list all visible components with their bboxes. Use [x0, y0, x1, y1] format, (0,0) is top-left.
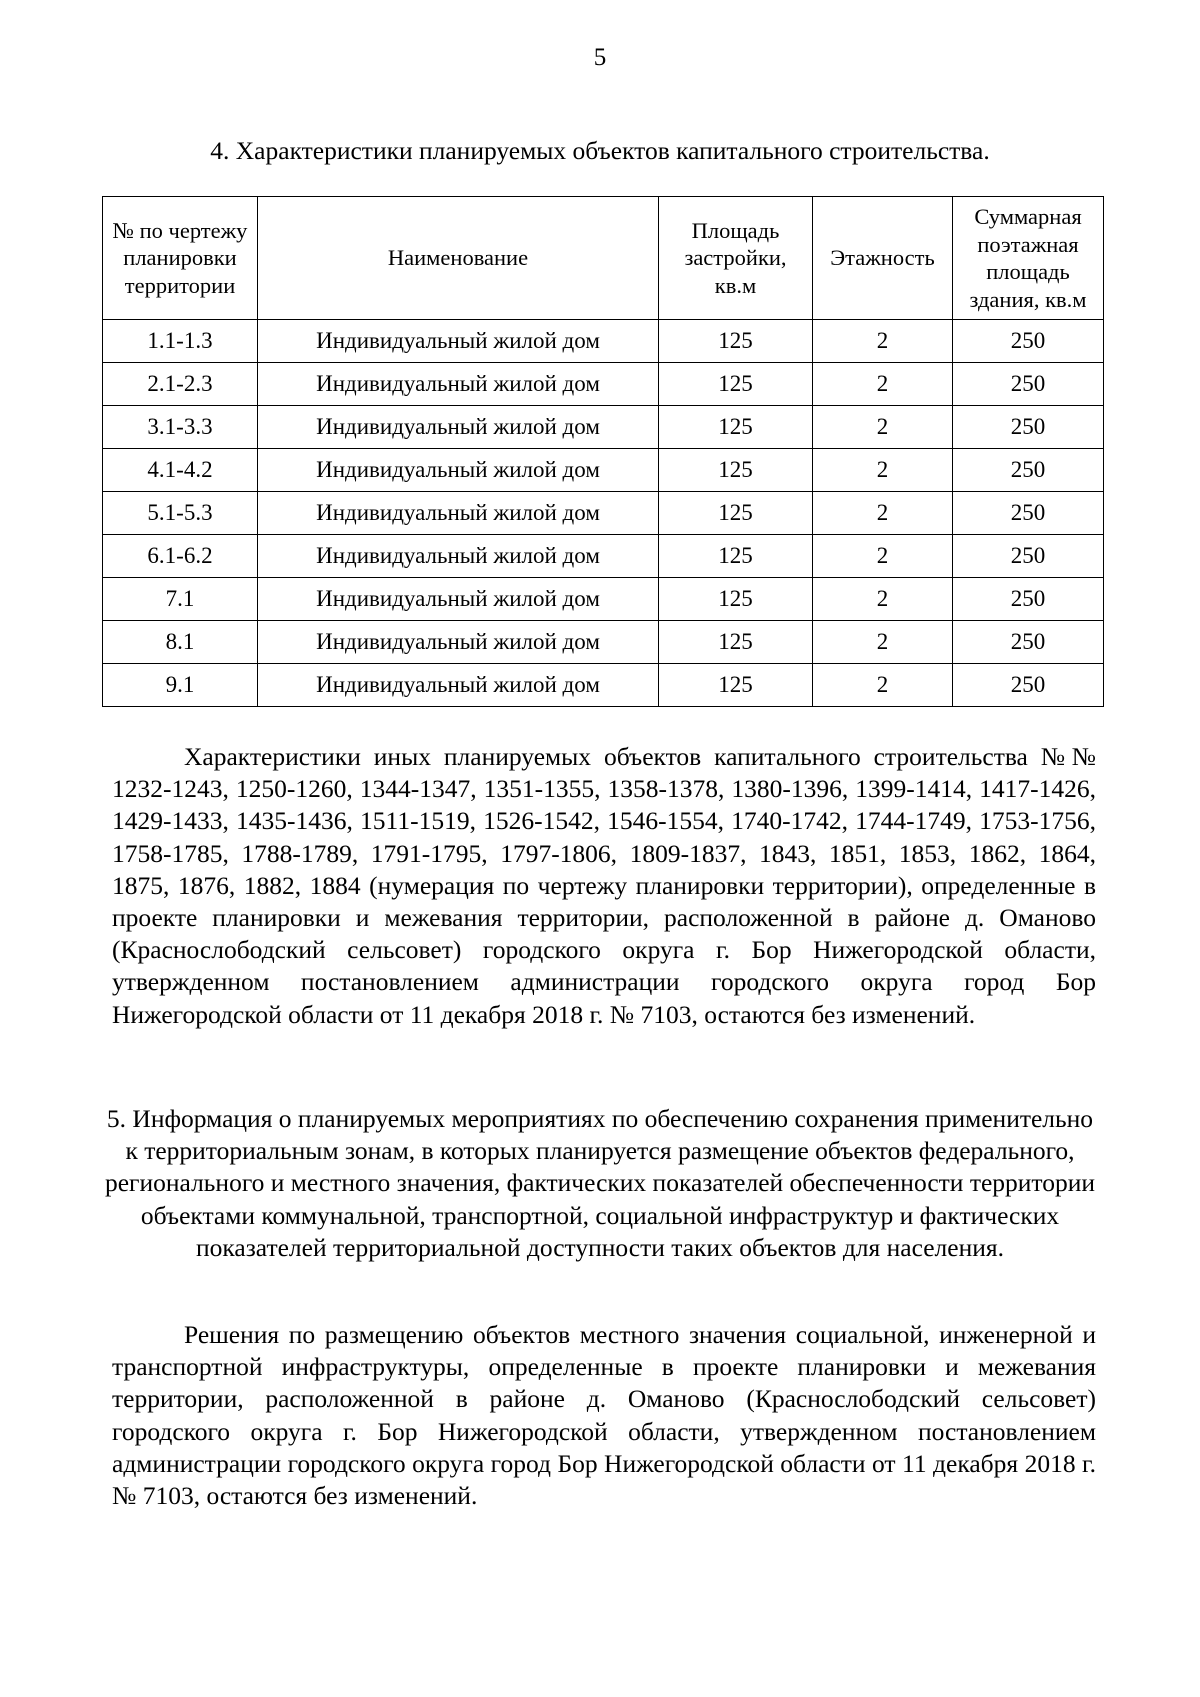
cell-floors: 2 [813, 320, 953, 363]
table-row [103, 449, 1104, 492]
cell-area: 125 [659, 578, 813, 621]
cell-floors: 2 [813, 578, 953, 621]
section-5-title: 5. Информация о планируемых мероприятиях по обеспечению сохранения применительно к территориальным зонам, в которых планируется размещение объектов федерального, регионального и местного значения, фактических показателей обеспеченности территории объектами коммунальной, транспортной, социальной инфраструктур и фактических показателей территориальной доступности таких объектов для населения. [104, 1104, 1096, 1262]
table-row [103, 320, 1104, 363]
cell-total-area: 250 [953, 492, 1104, 535]
cell-area: 125 [659, 492, 813, 535]
cell-name: Индивидуальный жилой дом [258, 578, 659, 621]
header-name: Наименование [258, 197, 659, 320]
cell-total-area: 250 [953, 449, 1104, 492]
cell-name: Индивидуальный жилой дом [258, 535, 659, 578]
cell-total-area: 250 [953, 621, 1104, 664]
cell-total-area: 250 [953, 578, 1104, 621]
table-row [103, 363, 1104, 406]
page-number: 5 [593, 44, 607, 71]
cell-number: 2.1-2.3 [103, 363, 258, 406]
cell-floors: 2 [813, 363, 953, 406]
cell-number: 5.1-5.3 [103, 492, 258, 535]
cell-floors: 2 [813, 449, 953, 492]
cell-area: 125 [659, 363, 813, 406]
cell-name: Индивидуальный жилой дом [258, 320, 659, 363]
table-header-row [103, 197, 1104, 320]
header-total-floor-area: Суммарная поэтажная площадь здания, кв.м [953, 197, 1104, 320]
cell-total-area: 250 [953, 664, 1104, 707]
table-row [103, 664, 1104, 707]
section-5-paragraph-text: Решения по размещению объектов местного значения социальной, инженерной и транспортной инфраструктуры, определенные в проекте планировки и межевания территории, расположенной в районе д. Оманово (Краснослободский сельсовет) городского округа г. Бор Нижегородской области, утвержденном постановлением администрации городского округа город Бор Нижегородской области от 11 декабря 2018 г. № 7103, остаются без изменений. [112, 1320, 1096, 1511]
cell-number: 9.1 [103, 664, 258, 707]
cell-area: 125 [659, 449, 813, 492]
table-row [103, 621, 1104, 664]
cell-total-area: 250 [953, 320, 1104, 363]
cell-number: 7.1 [103, 578, 258, 621]
section-4-title: 4. Характеристики планируемых объектов капитального строительства. [210, 136, 990, 165]
cell-floors: 2 [813, 664, 953, 707]
cell-number: 4.1-4.2 [103, 449, 258, 492]
cell-area: 125 [659, 535, 813, 578]
cell-area: 125 [659, 621, 813, 664]
table-row [103, 406, 1104, 449]
cell-area: 125 [659, 320, 813, 363]
cell-number: 6.1-6.2 [103, 535, 258, 578]
cell-number: 1.1-1.3 [103, 320, 258, 363]
cell-name: Индивидуальный жилой дом [258, 664, 659, 707]
cell-area: 125 [659, 406, 813, 449]
header-drawing-number: № по чертежу планировки территории [103, 197, 258, 320]
cell-name: Индивидуальный жилой дом [258, 621, 659, 664]
cell-name: Индивидуальный жилой дом [258, 406, 659, 449]
header-floors: Этажность [813, 197, 953, 320]
cell-total-area: 250 [953, 535, 1104, 578]
cell-floors: 2 [813, 406, 953, 449]
cell-name: Индивидуальный жилой дом [258, 492, 659, 535]
characteristics-table [102, 196, 1104, 707]
cell-number: 8.1 [103, 621, 258, 664]
section-4-paragraph [112, 741, 1096, 1031]
section-5-paragraph [112, 1319, 1096, 1512]
cell-name: Индивидуальный жилой дом [258, 449, 659, 492]
cell-total-area: 250 [953, 406, 1104, 449]
table-row [103, 535, 1104, 578]
cell-floors: 2 [813, 492, 953, 535]
cell-number: 3.1-3.3 [103, 406, 258, 449]
section-4-paragraph-text: Характеристики иных планируемых объектов капитального строительства №№ 1232-1243, 1250-1260, 1344-1347, 1351-1355, 1358-1378, 1380-1396, 1399-1414, 1417-1426, 1429-1433, 1435-1436, 1511-1519, 1526-1542, 1546-1554, 1740-1742, 1744-1749, 1753-1756, 1758-1785, 1788-1789, 1791-1795, 1797-1806, 1809-1837, 1843, 1851, 1853, 1862, 1864, 1875, 1876, 1882, 1884 (нумерация по чертежу планировки территории), определенные в проекте планировки и межевания территории, расположенной в районе д. Оманово (Краснослободский сельсовет) городского округа г. Бор Нижегородской области, утвержденном постановлением администрации городского округа город Бор Нижегородской области от 11 декабря 2018 г. № 7103, остаются без изменений. [112, 742, 1096, 1029]
header-building-area: Площадь застройки, кв.м [659, 197, 813, 320]
table-row [103, 492, 1104, 535]
cell-area: 125 [659, 664, 813, 707]
table-row [103, 578, 1104, 621]
cell-floors: 2 [813, 535, 953, 578]
cell-total-area: 250 [953, 363, 1104, 406]
cell-name: Индивидуальный жилой дом [258, 363, 659, 406]
cell-floors: 2 [813, 621, 953, 664]
